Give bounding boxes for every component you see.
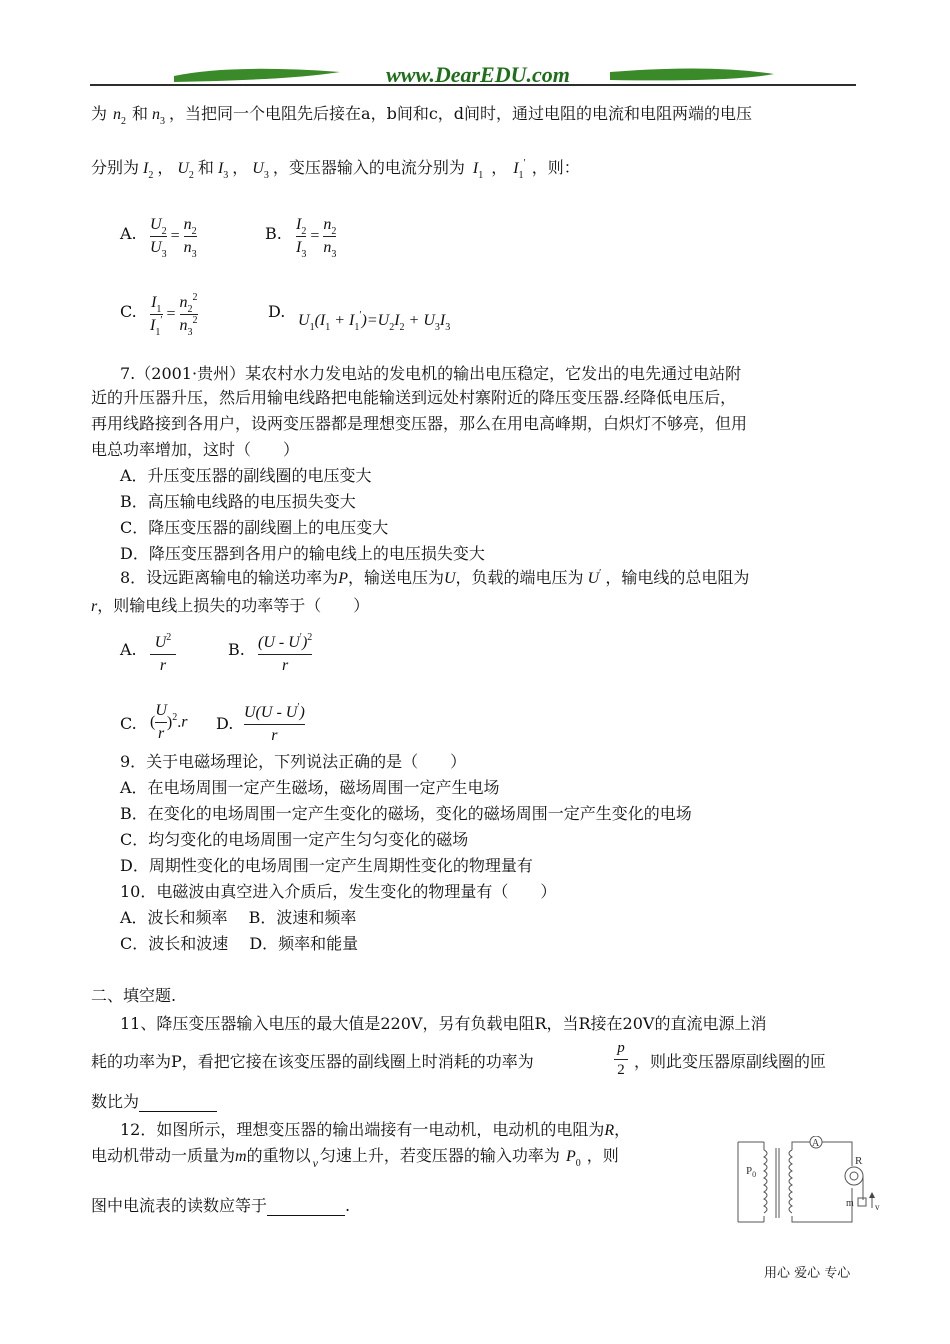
q9-option-a: A．在电场周围一定产生磁场，磁场周围一定产生电场: [120, 778, 500, 797]
q12-line2: 电动机带动一质量为m的重物以 $_v$ 匀速上升，若变压器的输入功率为 $P_0$ ，则: [91, 1146, 619, 1170]
footer-text: 用心 爱心 专心: [764, 1266, 851, 1281]
q6-option-a-label: A.: [120, 224, 137, 243]
q8-line1: 8．设远距离输电的输送功率为P，输送电压为U，负载的端电压为 U′ ，输电线的总电阻为: [120, 568, 750, 587]
q8-option-a-formula: $U^2$ r: [150, 634, 176, 675]
q11-line1: 11、降压变压器输入电压的最大值是220V，另有负载电阻R，当R接在20V的直流电源上消: [120, 1014, 767, 1033]
answer-blank[interactable]: [139, 1095, 217, 1112]
q8-option-c-formula: ( $\frac{U}{r}$ )$^2$.r: [150, 702, 188, 742]
q10-options-row1: A．波长和频率 B．波速和频率: [120, 908, 357, 927]
q12-line3: 图中电流表的读数应等于 .: [91, 1196, 351, 1215]
q6-option-d-formula: $U_1(I_1 + I_1')=U_2I_2 + U_3I_3$: [298, 310, 451, 333]
logo-text: www.DearEDU.com: [386, 62, 570, 87]
q7-stem-4: 电总功率增加，这时（ ）: [91, 440, 300, 459]
q7-option-c: C．降压变压器的副线圈上的电压变大: [120, 518, 389, 537]
figure-r-label: R: [855, 1155, 863, 1167]
q9-stem: 9．关于电磁场理论，下列说法正确的是（ ）: [120, 752, 467, 771]
q11-line3: 数比为: [91, 1092, 217, 1112]
header-logo: [170, 60, 780, 94]
q7-stem-2: 近的升压器升压，然后用输电线路把电能输送到远处村寨附近的降压变压器.经降低电压后，: [91, 388, 737, 407]
q12-line1: 12．如图所示，理想变压器的输出端接有一电动机，电动机的电阻为R，: [120, 1120, 631, 1139]
transformer-diagram: [734, 1136, 894, 1228]
q7-stem-1: 7.（2001·贵州）某农村水力发电站的发电机的输出电压稳定，它发出的电先通过电站附: [120, 364, 742, 383]
q8-option-c-label: C.: [120, 714, 137, 733]
figure-m-label: m: [846, 1198, 854, 1209]
q6-option-b-label: B.: [265, 224, 282, 243]
q6-option-c-formula: $\frac{I_1}{I_1'}$ = $\frac{n_2^2}{n_3^2}$: [150, 292, 198, 338]
q7-option-a: A．升压变压器的副线圈的电压变大: [120, 466, 372, 485]
figure-v-label: v: [875, 1202, 880, 1212]
q6-option-b-formula: $\frac{I_2}{I_3}$ = $\frac{n_2}{n_3}$: [296, 216, 337, 260]
q9-option-c: C．均匀变化的电场周围一定产生匀匀变化的磁场: [120, 830, 469, 849]
answer-blank[interactable]: [267, 1199, 345, 1216]
q11-line2: 耗的功率为P，看把它接在该变压器的副线圈上时消耗的功率为: [91, 1052, 534, 1071]
q9-option-b: B．在变化的电场周围一定产生变化的磁场，变化的磁场周围一定产生变化的电场: [120, 804, 692, 823]
q10-options-row2: C．波长和波速 D．频率和能量: [120, 934, 359, 953]
figure-p0-label: $P_0$: [746, 1165, 757, 1179]
q8-option-a-label: A.: [120, 640, 137, 659]
q6-option-a-formula: $\frac{U_2}{U_3}$ = $\frac{n_2}{n_3}$: [150, 216, 197, 260]
q6-line1: 为 $n_2$ 和 $n_3$ ，当把同一个电阻先后接在a，b间和c，d间时，通过电阻的电流和电阻两端的电压: [91, 104, 753, 127]
q6-line2: 分别为 $I_2$ ， $U_2$ 和 $I_3$ ， $U_3$ ，变压器输入的电流分别为 $I_1$ ， $I_1'$ ，则：: [91, 158, 580, 181]
figure-ammeter-label: A: [812, 1138, 820, 1149]
q6-option-d-label: D.: [268, 302, 286, 321]
q11-line2-end: ，则此变压器原副线圈的匝: [634, 1052, 827, 1071]
q8-option-d-formula: U(U - U′) r: [244, 702, 305, 744]
q6-option-c-label: C.: [120, 302, 137, 321]
q7-stem-3: 再用线路接到各用户，设两变压器都是理想变压器，那么在用电高峰期，白炽灯不够亮，但用: [91, 414, 748, 433]
q8-line2: r，则输电线上损失的功率等于（ ）: [91, 596, 370, 615]
q9-option-d: D．周期性变化的电场周围一定产生周期性变化的物理量有: [120, 856, 533, 875]
q8-option-b-formula: (U - U′)$^2$ r: [258, 632, 313, 674]
q8-option-d-label: D.: [216, 714, 234, 733]
q10-stem: 10．电磁波由真空进入介质后，发生变化的物理量有（ ）: [120, 882, 557, 901]
q11-fraction: p 2: [614, 1040, 628, 1079]
q7-option-b: B．高压输电线路的电压损失变大: [120, 492, 356, 511]
q8-option-b-label: B.: [228, 640, 245, 659]
q7-option-d: D．降压变压器到各用户的输电线上的电压损失变大: [120, 544, 485, 563]
section-title: 二、填空题.: [91, 986, 177, 1005]
